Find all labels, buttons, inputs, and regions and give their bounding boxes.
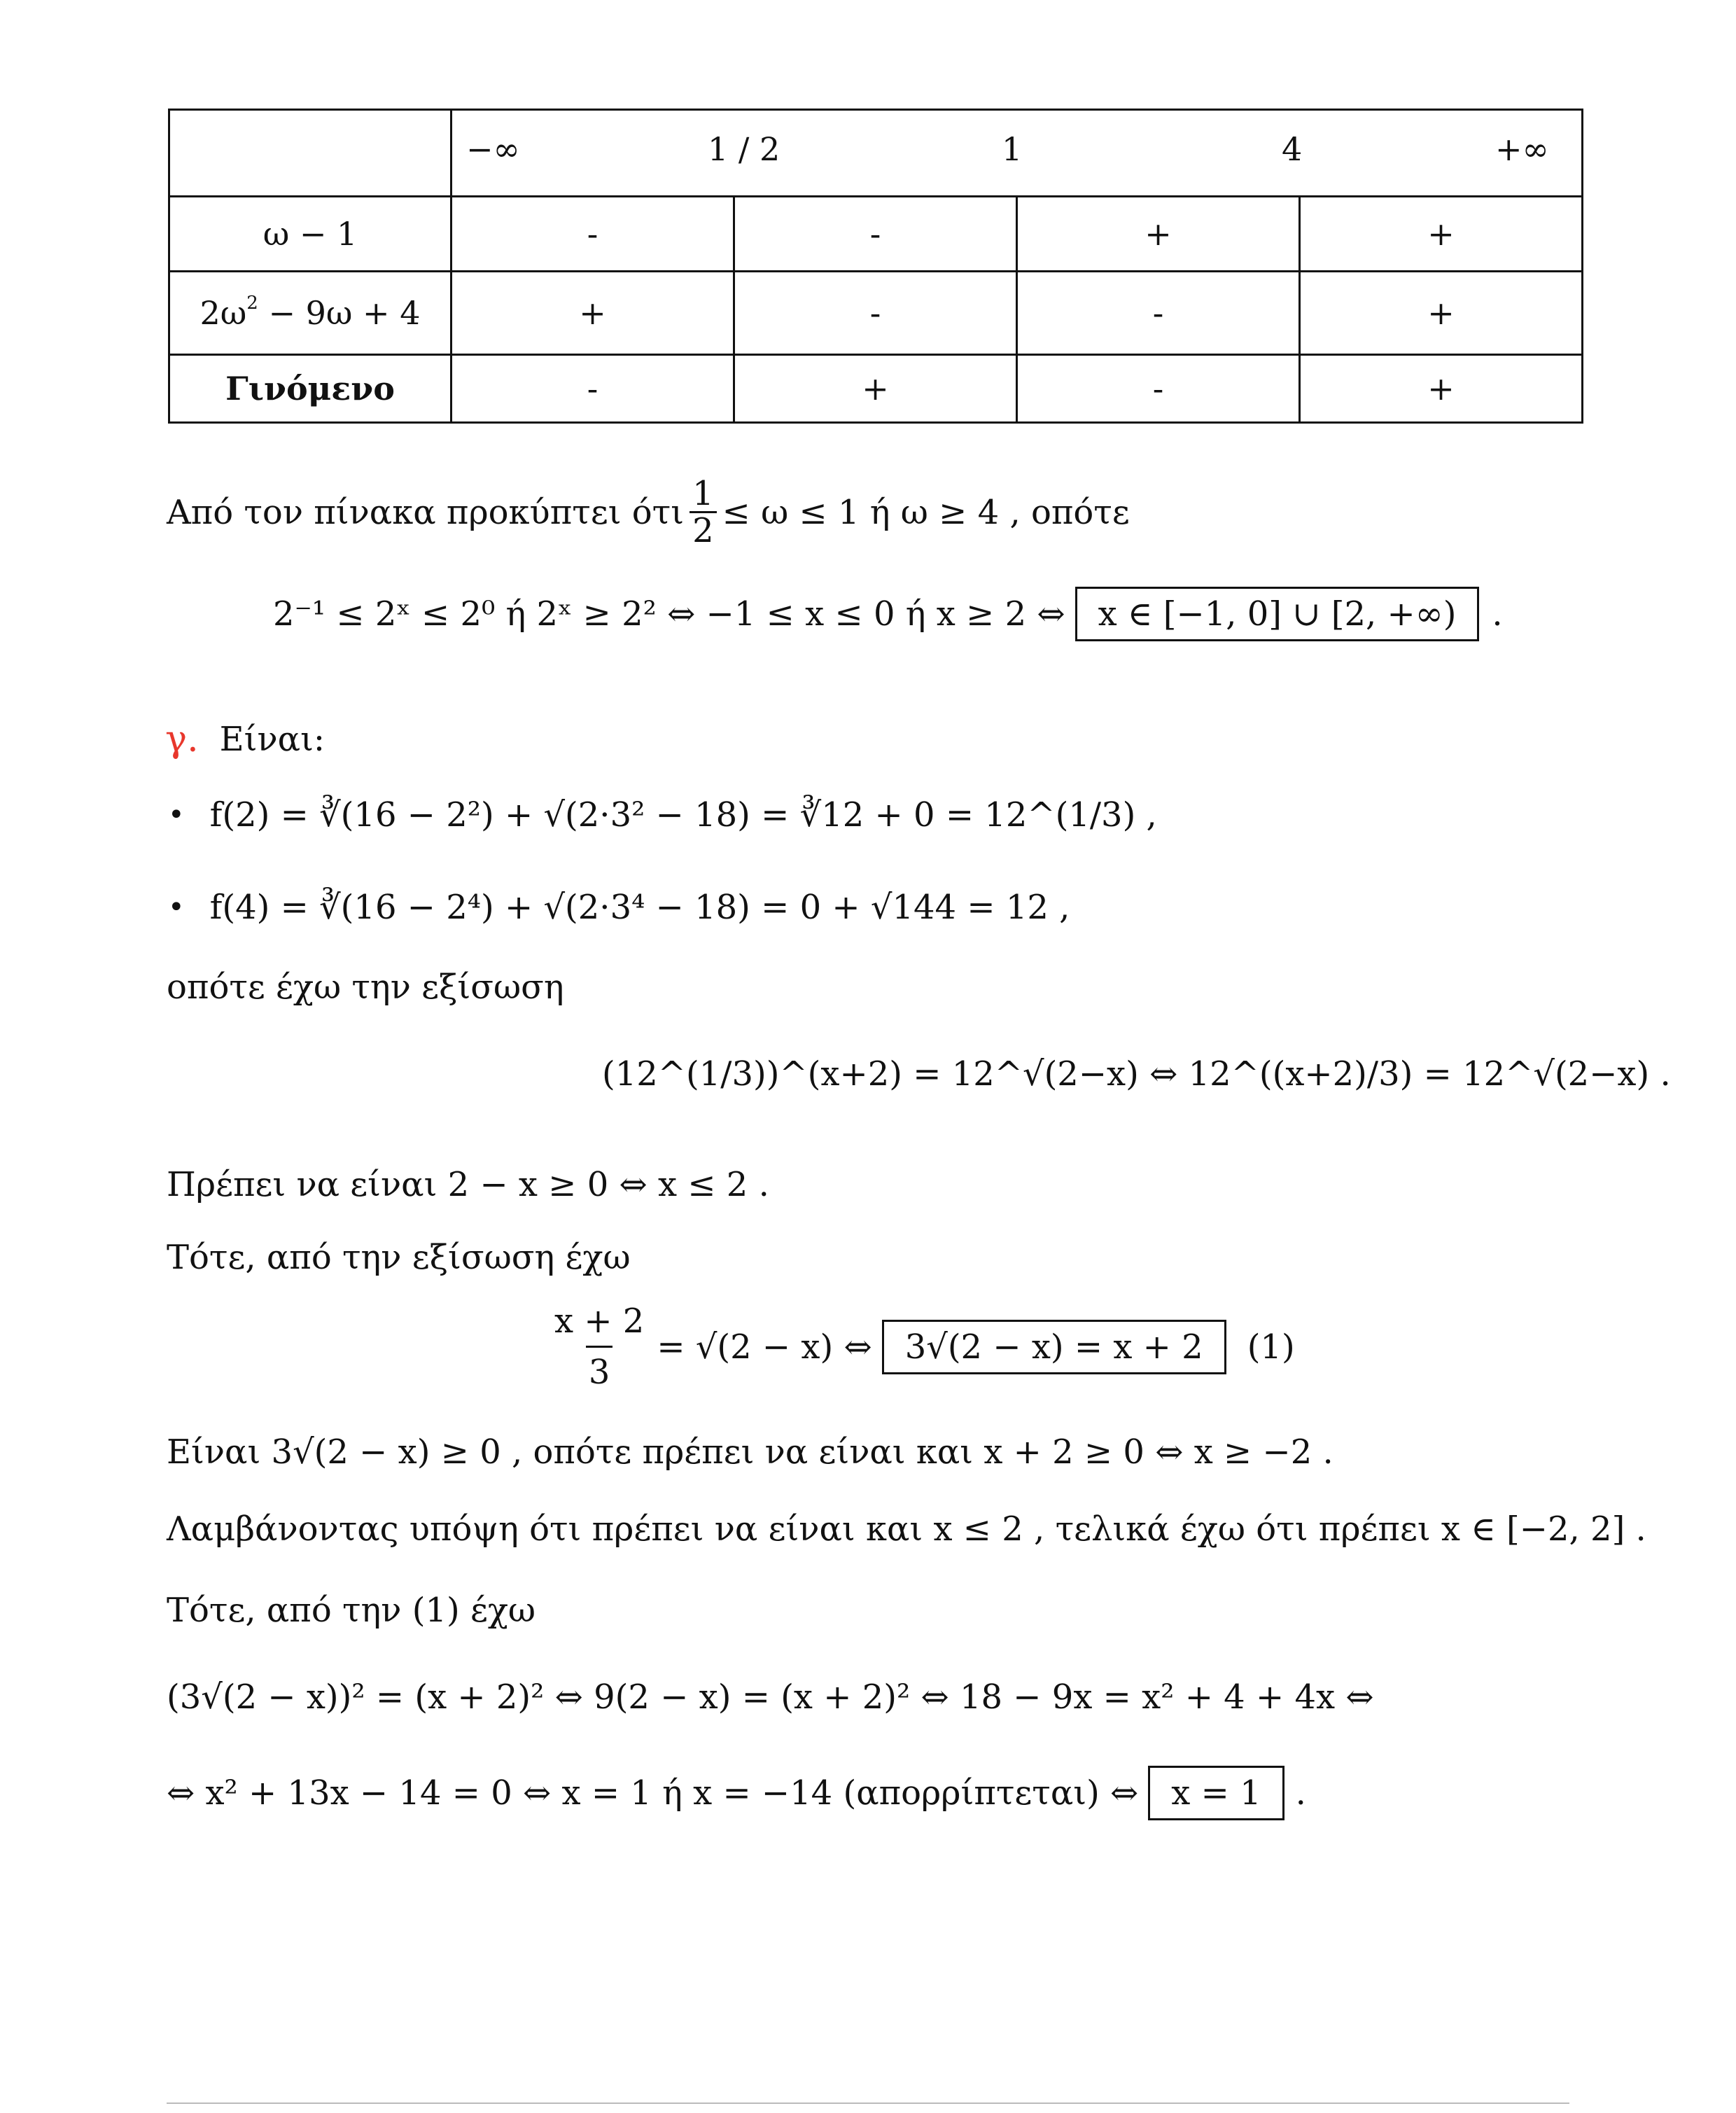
bullet-f4 bbox=[168, 888, 1070, 927]
equation-two-middle: = √(2 − x) ⇔ bbox=[657, 1327, 872, 1367]
f4-expression: f(4) = ∛(16 − 2⁴) + √(2·3⁴ − 18) = 0 + √144 = 12 , bbox=[209, 888, 1070, 927]
then-from-one: Τότε, από την (1) έχω bbox=[167, 1591, 536, 1630]
table-header-empty-cell bbox=[169, 110, 451, 197]
sign-cell: - bbox=[1017, 355, 1300, 423]
sign-cell: - bbox=[734, 272, 1017, 355]
sign-table bbox=[168, 109, 1583, 424]
quadratic-equation: ⇔ x² + 13x − 14 = 0 ⇔ x = 1 ή x = −14 (απορρίπτεται) ⇔ bbox=[167, 1773, 1139, 1813]
equation-two bbox=[546, 1302, 1295, 1393]
section-letter: γ. bbox=[165, 718, 199, 760]
header-one: 1 bbox=[1002, 130, 1023, 168]
header-four: 4 bbox=[1282, 130, 1303, 168]
period: . bbox=[1492, 594, 1503, 634]
sign-cell: - bbox=[734, 197, 1017, 272]
equation-intro: οπότε έχω την εξίσωση bbox=[167, 968, 564, 1007]
exponential-inequality: 2⁻¹ ≤ 2ˣ ≤ 2⁰ ή 2ˣ ≥ 2² ⇔ −1 ≤ x ≤ 0 ή x ≥ 2 ⇔ bbox=[273, 594, 1065, 634]
positivity-condition: Είναι 3√(2 − x) ≥ 0 , οπότε πρέπει να είναι και x + 2 ≥ 0 ⇔ x ≥ −2 . bbox=[167, 1432, 1334, 1472]
header-one-half: 1 / 2 bbox=[708, 130, 780, 168]
section-word: Είναι: bbox=[219, 720, 326, 759]
fraction-numerator: x + 2 bbox=[554, 1302, 645, 1341]
sign-cell: - bbox=[451, 197, 734, 272]
solution-box-1: x ∈ [−1, 0] ∪ [2, +∞) bbox=[1075, 587, 1480, 641]
equation-one-box: 3√(2 − x) = x + 2 bbox=[882, 1320, 1226, 1374]
fraction-denominator: 2 bbox=[690, 511, 717, 548]
fraction-numerator: 1 bbox=[692, 474, 714, 513]
combined-condition: Λαμβάνοντας υπόψη ότι πρέπει να είναι και x ≤ 2 , τελικά έχω ότι πρέπει x ∈ [−2, 2] . bbox=[167, 1509, 1646, 1549]
squared-equation: (3√(2 − x))² = (x + 2)² ⇔ 9(2 − x) = (x + 2)² ⇔ 18 − 9x = x² + 4 + 4x ⇔ bbox=[167, 1678, 1374, 1717]
sign-cell: + bbox=[1300, 355, 1583, 423]
bullet-icon: • bbox=[168, 891, 185, 923]
f2-expression: f(2) = ∛(16 − 2²) + √(2·3² − 18) = ∛12 + 0 = 12^(1/3) , bbox=[209, 795, 1157, 835]
row-label: ω − 1 bbox=[169, 197, 451, 272]
table-header-values bbox=[451, 110, 1583, 197]
sign-cell: + bbox=[1300, 272, 1583, 355]
table-row bbox=[169, 272, 1583, 355]
table-header-row bbox=[169, 110, 1583, 197]
footer-rule bbox=[167, 2102, 1569, 2104]
quadratic-line bbox=[167, 1766, 1306, 1820]
section-gamma bbox=[165, 718, 326, 760]
line-from-table-rest: ≤ ω ≤ 1 ή ω ≥ 4 , οπότε bbox=[722, 492, 1130, 532]
sign-cell: + bbox=[1300, 197, 1583, 272]
header-plus-infinity: +∞ bbox=[1495, 130, 1549, 168]
sign-cell: - bbox=[1017, 272, 1300, 355]
bullet-icon: • bbox=[168, 799, 185, 831]
then-from-equation: Τότε, από την εξίσωση έχω bbox=[167, 1238, 631, 1277]
row-label: $2\omega^2 - 9\omega + 4$ bbox=[169, 272, 451, 355]
final-solution-box: x = 1 bbox=[1148, 1766, 1284, 1820]
period: . bbox=[1295, 1773, 1306, 1813]
sign-cell: + bbox=[734, 355, 1017, 423]
line-from-table-text: Από τον πίνακα προκύπτει ότι bbox=[167, 492, 685, 532]
header-minus-infinity: −∞ bbox=[466, 130, 520, 168]
domain-condition: Πρέπει να είναι 2 − x ≥ 0 ⇔ x ≤ 2 . bbox=[167, 1165, 769, 1204]
line-from-table bbox=[167, 476, 1130, 549]
table-row bbox=[169, 197, 1583, 272]
sign-cell: + bbox=[451, 272, 734, 355]
main-equation: (12^(1/3))^(x+2) = 12^√(2−x) ⇔ 12^((x+2)/3) = 12^√(2−x) . bbox=[602, 1054, 1671, 1094]
exponential-inequality-line bbox=[273, 587, 1503, 641]
row-label-product: Γινόμενο bbox=[169, 355, 451, 423]
fraction-denominator: 3 bbox=[586, 1346, 613, 1390]
sign-cell: - bbox=[451, 355, 734, 423]
fraction-x-plus-2-over-3 bbox=[552, 1302, 647, 1393]
table-row bbox=[169, 355, 1583, 423]
sign-cell: + bbox=[1017, 197, 1300, 272]
fraction-one-half bbox=[690, 476, 717, 549]
bullet-f2 bbox=[168, 795, 1157, 835]
equation-tag: (1) bbox=[1247, 1327, 1295, 1367]
